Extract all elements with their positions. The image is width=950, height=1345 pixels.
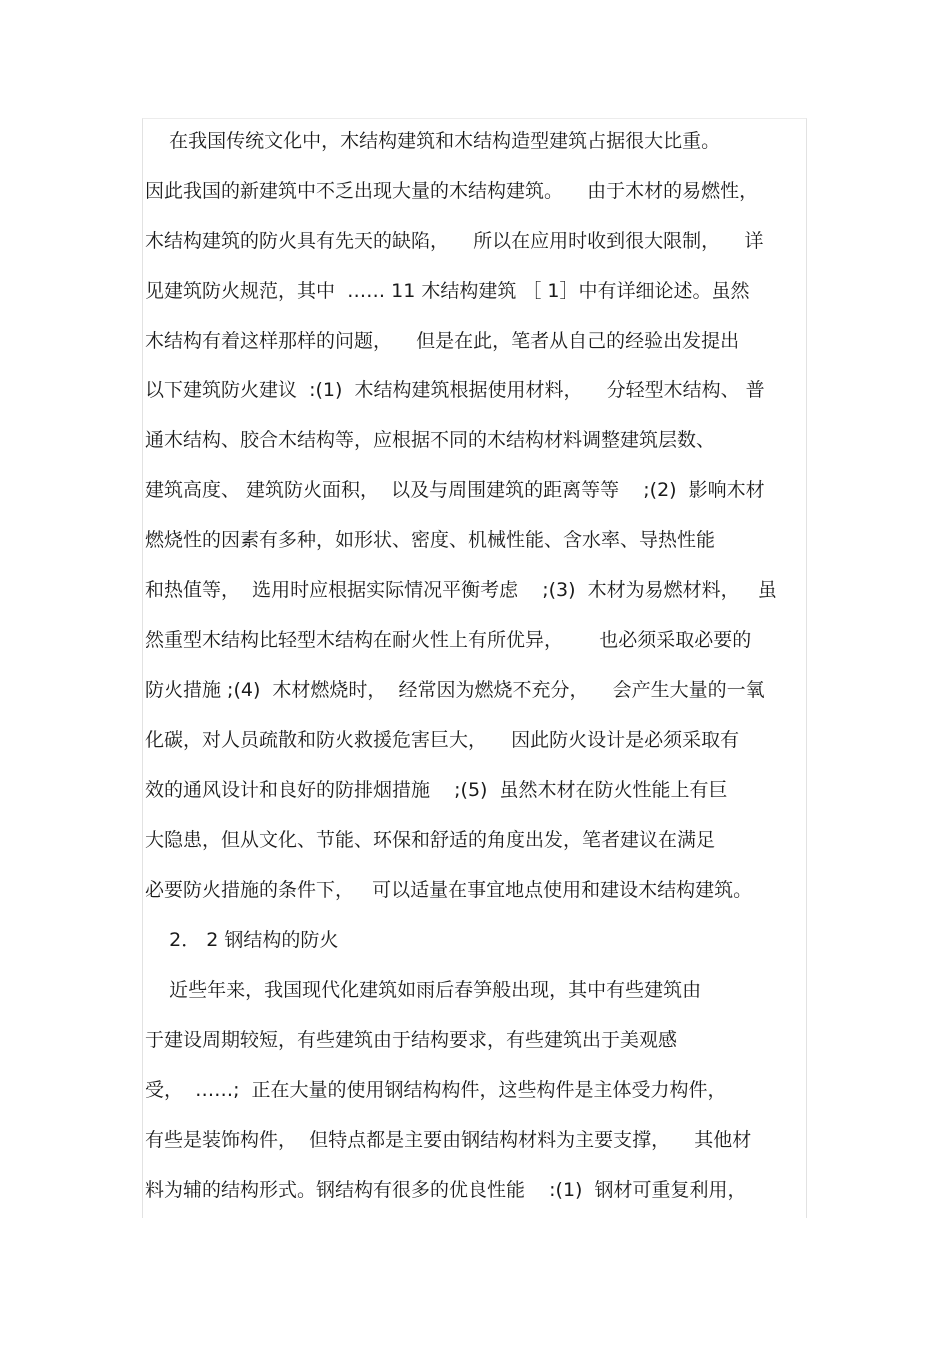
text-line: 必要防火措施的条件下， 可以适量在事宜地点使用和建设木结构建筑。 — [145, 879, 753, 901]
text-line: 受， ……; 正在大量的使用钢结构构件，这些构件是主体受力构件， — [145, 1079, 727, 1101]
text-line: 于建设周期较短，有些建筑由于结构要求，有些建筑出于美观感 — [145, 1029, 678, 1051]
text-line: 建筑高度、 建筑防火面积， 以及与周围建筑的距离等等 ;(2) 影响木材 — [145, 479, 765, 501]
text-line: 以下建筑防火建议 :(1) 木结构建筑根据使用材料， 分轻型木结构、 普 — [145, 379, 765, 401]
text-line: 木结构建筑的防火具有先天的缺陷， 所以在应用时收到很大限制， 详 — [145, 230, 764, 252]
text-line: 因此我国的新建筑中不乏出现大量的木结构建筑。 由于木材的易燃性， — [145, 180, 759, 202]
text-line: 效的通风设计和良好的防排烟措施 ;(5) 虽然木材在防火性能上有巨 — [145, 779, 728, 801]
text-line: 和热值等， 选用时应根据实际情况平衡考虑 ;(3) 木材为易燃材料， 虽 — [145, 579, 777, 601]
text-line: 有些是装饰构件， 但特点都是主要由钢结构材料为主要支撑， 其他材 — [145, 1129, 752, 1151]
text-line: 化碳，对人员疏散和防火救援危害巨大， 因此防火设计是必须采取有 — [145, 729, 740, 751]
text-line: 木结构有着这样那样的问题， 但是在此，笔者从自己的经验出发提出 — [145, 330, 740, 352]
text-line: 然重型木结构比轻型木结构在耐火性上有所优异， 也必须采取必要的 — [145, 629, 752, 651]
text-line: 见建筑防火规范，其中 …… 11 木结构建筑 ［ 1］中有详细论述。虽然 — [145, 280, 750, 302]
text-line: 近些年来，我国现代化建筑如雨后春笋般出现，其中有些建筑由 — [145, 979, 702, 1001]
text-line: 在我国传统文化中，木结构建筑和木结构造型建筑占据很大比重。 — [145, 130, 721, 152]
text-line: 防火措施 ;(4) 木材燃烧时， 经常因为燃烧不充分， 会产生大量的一氧 — [145, 679, 765, 701]
text-line: 燃烧性的因素有多种，如形状、密度、机械性能、含水率、导热性能 — [145, 529, 716, 551]
text-line: 大隐患，但从文化、节能、环保和舒适的角度出发，笔者建议在满足 — [145, 829, 716, 851]
text-line: 料为辅的结构形式。钢结构有很多的优良性能 :(1) 钢材可重复利用， — [145, 1179, 747, 1201]
section-heading: 2． 2 钢结构的防火 — [145, 929, 339, 951]
text-line: 通木结构、胶合木结构等，应根据不同的木结构材料调整建筑层数、 — [145, 429, 716, 451]
